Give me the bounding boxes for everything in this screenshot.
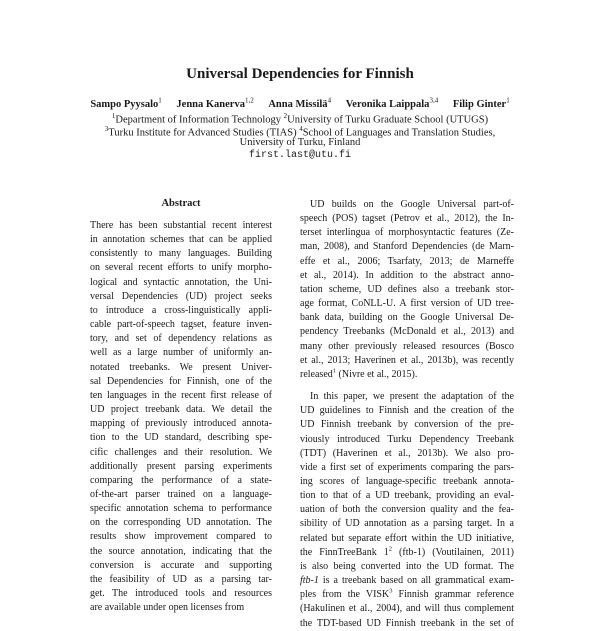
text-line: conversion is accurate and supporting — [90, 559, 272, 571]
text-line: consistently to many languages. Building — [90, 248, 272, 260]
text-line: are available under open licenses from — [90, 602, 245, 614]
text-line: sibility of UD annotation as a parsing target. In a — [300, 518, 514, 530]
text-line: sal Dependencies for Finnish, one of the — [90, 375, 272, 387]
text-line: (Hakulinen et al., 2004), and will thus complement — [300, 603, 514, 615]
text-line: ten languages in the recent first release of — [90, 389, 272, 401]
text-line: viously introduced Turku Dependency Treebank — [300, 433, 514, 445]
paragraph-this-paper — [300, 390, 514, 546]
text-line: many other previously released resources (Bosco — [300, 340, 514, 352]
text-line: the TDT-based UD Finnish treebank in the set of — [300, 617, 514, 629]
text-line: speech (POS) tagset (Petrov et al., 2012), the In- — [300, 213, 514, 225]
paragraph-intro-ud — [300, 198, 514, 368]
text-line: logical and syntactic annotation, the Uni- — [90, 276, 272, 288]
text-line: cific challenges and their resolution. We — [90, 446, 272, 458]
text-line: age format, CoNLL-U. A first version of UD tree- — [300, 298, 514, 310]
text-line: the feasibility of UD as a parsing tar- — [90, 573, 272, 585]
abstract-heading: Abstract — [161, 198, 201, 209]
text-line: to introduce a cross-linguistically appli- — [90, 304, 272, 316]
author: Jenna Kanerva$^{1,2}$ — [176, 96, 254, 110]
paper-title: Universal Dependencies for Finnish — [186, 66, 414, 82]
text-line: In this paper, we present the adaptation of the — [310, 391, 514, 403]
text-line: comparing the performance of a state- — [90, 474, 272, 486]
text-line: related but separate effort within the UD initiative, — [300, 532, 514, 544]
affiliation-line: University of Turku, Finland — [239, 137, 361, 148]
text-line: ing scores of language-specific treebank annota- — [300, 475, 514, 487]
text-line: pendency Treebanks (McDonald et al., 2013) and — [300, 326, 514, 338]
text-line: additionally present parsing experiments — [90, 460, 272, 472]
text-line: get. The introduced tools and resources — [90, 588, 272, 600]
text-line: results show improvement compared to — [90, 531, 272, 543]
text-line: bank data, building on the Google Universal De- — [300, 312, 514, 324]
abstract-body — [90, 219, 272, 615]
text-line: mapping of previously introduced annota- — [90, 418, 272, 430]
text-line: the source annotation, indicating that the — [90, 545, 272, 557]
text-line: effe et al., 2006; Tsarfaty, 2013; de Marneffe — [300, 255, 514, 267]
text-line: well as a large number of uniformly an- — [90, 347, 272, 359]
author-list — [0, 96, 600, 110]
author-email: first.last@utu.fi — [248, 150, 352, 161]
right-column — [300, 198, 514, 631]
text-line: on the corresponding UD annotation. The — [90, 517, 272, 529]
text-line: the FinnTreeBank $1^2$ (ftb-1) (Voutilainen, 2011) — [300, 545, 514, 558]
text-line: tion to the UD standard, describing spe- — [90, 432, 272, 444]
text-line: tion to that of a UD treebank, providing an eval- — [300, 490, 514, 502]
text-line: et al., 2013; Haverinen et al., 2013b), was recently — [300, 354, 514, 366]
text-line: (TDT) (Haverinen et al., 2013b). We also pro- — [300, 447, 514, 459]
text-line: released$^1$ (Nivre et al., 2015). — [300, 367, 418, 380]
text-line: terset interlingua of morphosyntactic features (Ze- — [300, 227, 514, 239]
text-line: tory, and set of dependency relations as — [90, 333, 272, 345]
text-line: man, 2008), and Stanford Dependencies (de Marn- — [300, 241, 514, 253]
affiliation-line: $^3$Turku Institute for Advanced Studies (TIAS) $^4$School of Languages and Translation Studies, — [104, 125, 496, 139]
text-line: on several recent efforts to unify morpho- — [90, 262, 272, 274]
author: Veronika Laippala$^{3,4}$ — [345, 96, 439, 110]
text-line: ftb-1 is a treebank based on all grammatical exam- — [300, 575, 514, 587]
text-line: There has been substantial recent interest — [90, 220, 272, 231]
text-line: UD project treebank data. We detail the — [90, 404, 272, 416]
author: Anna Missilä$^4$ — [268, 96, 332, 110]
text-line: uation of both the conversion quality and the fea- — [300, 504, 514, 516]
text-line: vide a first set of experiments comparing the pars- — [300, 461, 514, 473]
author: Sampo Pyysalo$^1$ — [90, 96, 162, 110]
text-line: ples from the VISK$^3$ Finnish grammar reference — [300, 587, 514, 601]
author: Filip Ginter$^1$ — [452, 96, 510, 110]
text-line: et al., 2014). In addition to the abstract anno- — [300, 269, 514, 281]
text-line: in annotation schemes that can be applied — [90, 234, 272, 246]
text-line: tation scheme, UD defines also a treebank stor- — [300, 283, 514, 295]
text-line: UD Finnish treebank by conversion of the pre- — [300, 419, 514, 431]
text-line: UD guidelines to Finnish and the creation of the — [300, 405, 514, 417]
text-line: cable part-of-speech tagset, feature inven- — [90, 319, 272, 331]
text-line: specific annotation schema to performance — [90, 503, 272, 515]
text-line: versal Dependencies (UD) project seeks — [90, 290, 272, 302]
text-line: of-the-art parser trained on a language- — [90, 488, 272, 500]
text-line: UD builds on the Google Universal part-of- — [310, 199, 514, 210]
text-line: is also being converted into the UD format. The — [300, 560, 514, 572]
affiliation-line: $^1$Department of Information Technology $^2$University of Turku Graduate School (UTUGS) — [111, 112, 489, 126]
text-line: notated treebanks. We present Univer- — [90, 361, 272, 373]
